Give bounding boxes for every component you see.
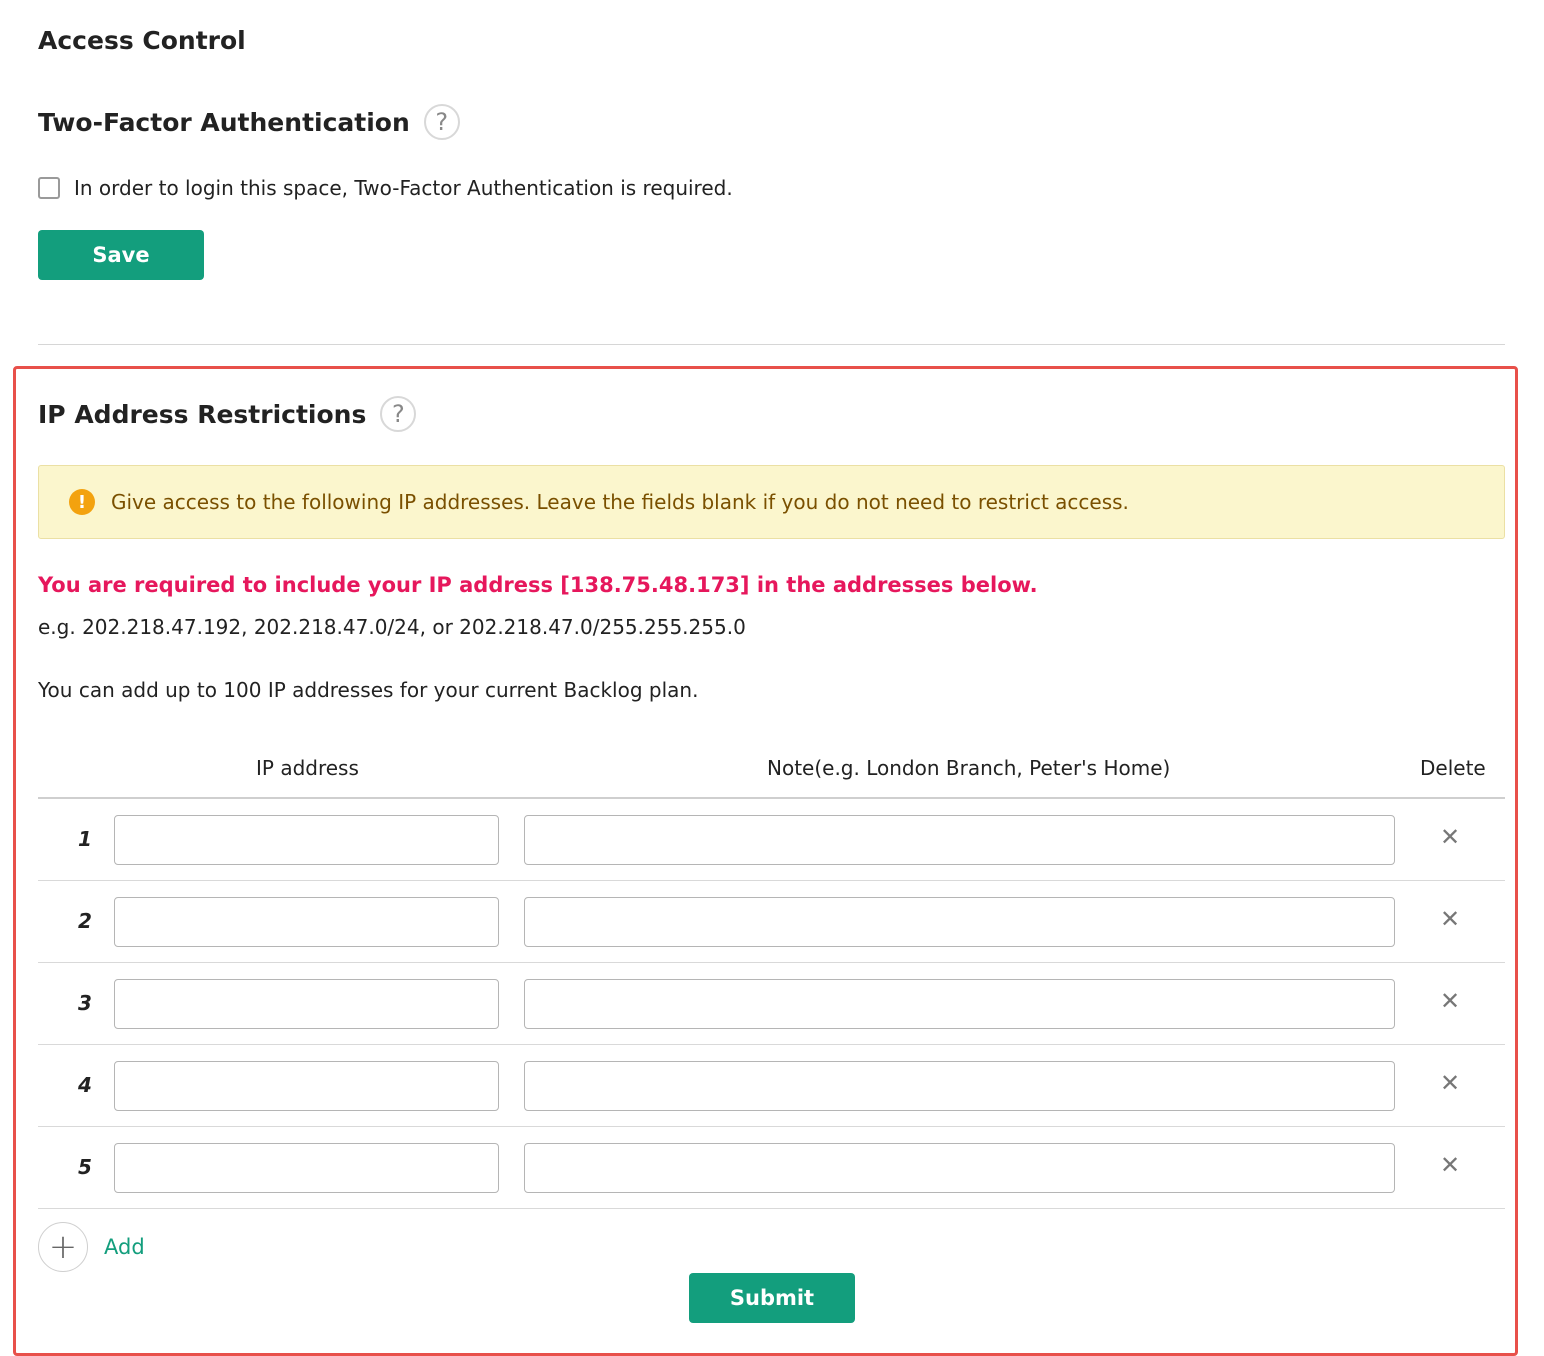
delete-icon[interactable]: ✕ <box>1440 987 1461 1015</box>
row-number: 1 <box>78 827 92 851</box>
note-input[interactable] <box>524 979 1395 1029</box>
two-factor-heading-text: Two-Factor Authentication <box>38 107 410 137</box>
table-row <box>38 1045 1505 1127</box>
column-header-note: Note(e.g. London Branch, Peter's Home) <box>767 756 1171 780</box>
table-row <box>38 963 1505 1045</box>
table-header <box>38 740 1505 799</box>
warning-icon: ! <box>69 489 95 515</box>
section-divider <box>38 344 1505 345</box>
help-icon[interactable]: ? <box>424 104 460 140</box>
ip-notice-text: Give access to the following IP addresses. Leave the fields blank if you do not need to restrict access. <box>111 490 1129 514</box>
ip-restrictions-heading-text: IP Address Restrictions <box>38 399 367 429</box>
save-button[interactable]: Save <box>38 230 204 280</box>
row-number: 5 <box>78 1155 92 1179</box>
two-factor-required-checkbox[interactable] <box>38 177 60 199</box>
row-number: 2 <box>78 909 92 933</box>
ip-address-input[interactable] <box>114 815 499 865</box>
ip-limit-text: You can add up to 100 IP addresses for your current Backlog plan. <box>38 678 699 702</box>
row-number: 3 <box>78 991 92 1015</box>
delete-icon[interactable]: ✕ <box>1440 1069 1461 1097</box>
ip-address-input[interactable] <box>114 979 499 1029</box>
delete-icon[interactable]: ✕ <box>1440 823 1461 851</box>
ip-required-message: You are required to include your IP address [138.75.48.173] in the addresses below. <box>38 573 1038 597</box>
two-factor-required-label: In order to login this space, Two-Factor Authentication is required. <box>74 176 733 200</box>
row-number: 4 <box>78 1073 92 1097</box>
column-header-delete: Delete <box>1420 756 1486 780</box>
submit-button[interactable]: Submit <box>689 1273 855 1323</box>
ip-address-input[interactable] <box>114 897 499 947</box>
plus-icon[interactable]: + <box>38 1222 88 1272</box>
add-ip-row[interactable] <box>38 1222 145 1272</box>
ip-address-table <box>38 740 1505 1209</box>
note-input[interactable] <box>524 815 1395 865</box>
ip-address-input[interactable] <box>114 1061 499 1111</box>
page-title: Access Control <box>38 26 246 55</box>
note-input[interactable] <box>524 897 1395 947</box>
two-factor-heading <box>38 104 460 140</box>
help-icon[interactable]: ? <box>380 396 416 432</box>
column-header-ip: IP address <box>256 756 359 780</box>
ip-restrictions-heading <box>38 396 416 432</box>
two-factor-required-option[interactable] <box>38 176 733 200</box>
delete-icon[interactable]: ✕ <box>1440 1151 1461 1179</box>
ip-notice-banner <box>38 465 1505 539</box>
table-row <box>38 881 1505 963</box>
table-row <box>38 799 1505 881</box>
table-row <box>38 1127 1505 1209</box>
note-input[interactable] <box>524 1143 1395 1193</box>
add-link[interactable]: Add <box>104 1235 145 1259</box>
ip-address-input[interactable] <box>114 1143 499 1193</box>
delete-icon[interactable]: ✕ <box>1440 905 1461 933</box>
note-input[interactable] <box>524 1061 1395 1111</box>
ip-example-text: e.g. 202.218.47.192, 202.218.47.0/24, or 202.218.47.0/255.255.255.0 <box>38 615 746 639</box>
